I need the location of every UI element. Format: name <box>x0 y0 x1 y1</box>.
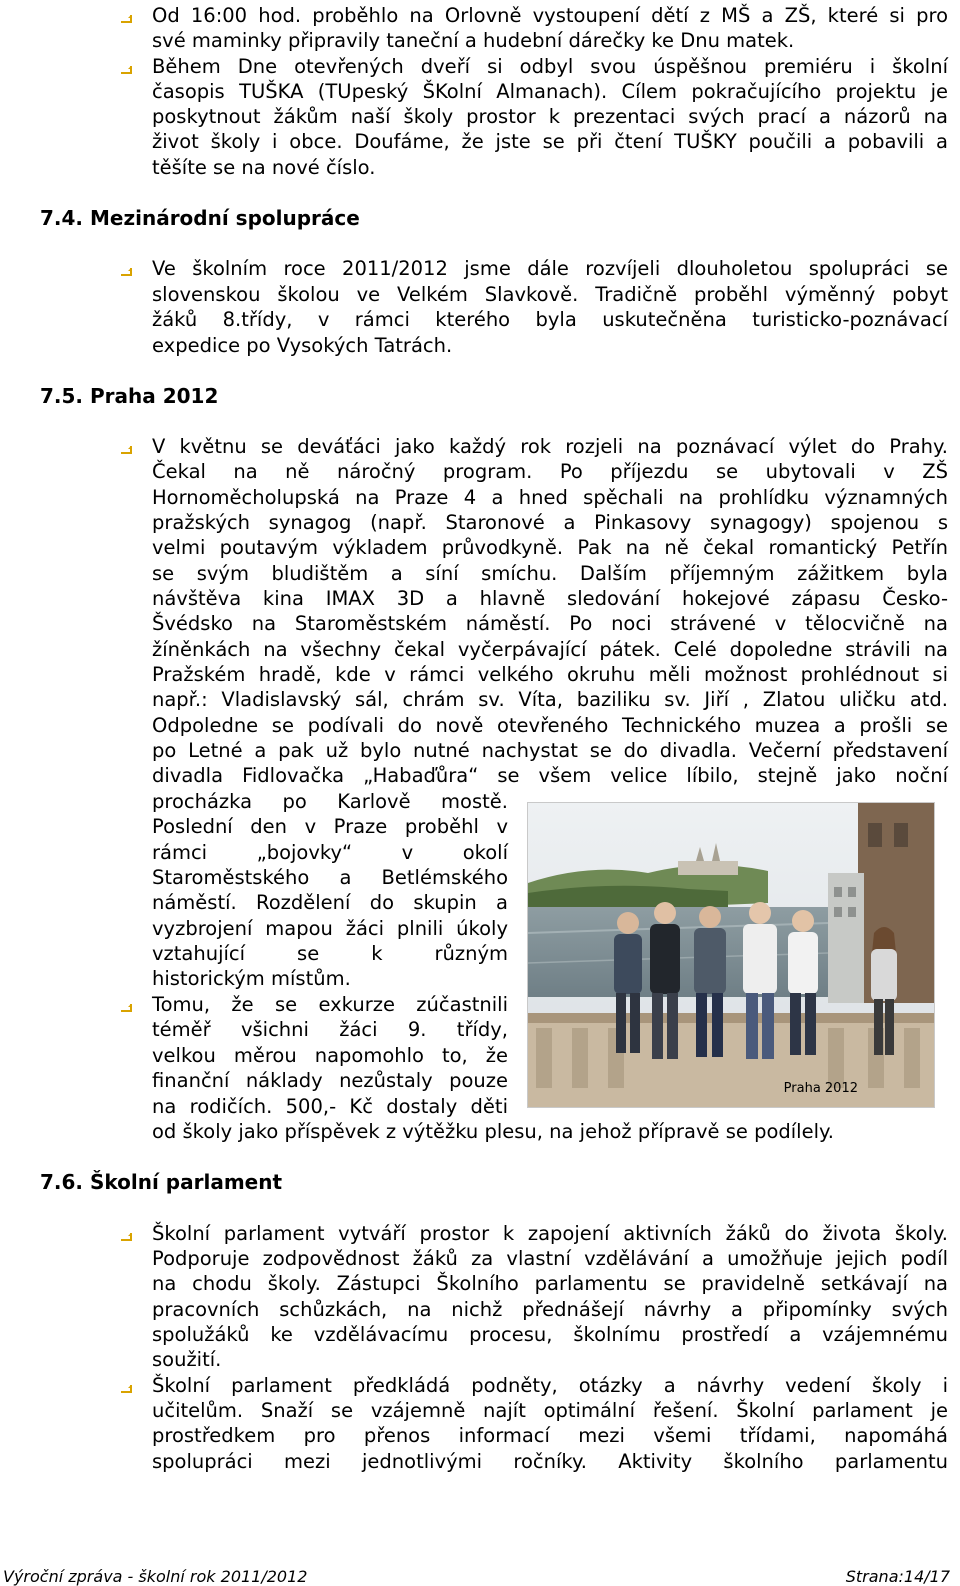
paragraph-line: život školy i obce. Doufáme, že jste se při čtení TUŠKY poučili a pobavili a <box>152 130 948 153</box>
paragraph-line: Podporuje zodpovědnost žáků za vlastní vzdělávání a umožňuje jejich podíl <box>152 1247 948 1270</box>
section-heading: 7.6. Školní parlament <box>40 1170 283 1194</box>
paragraph-line: Školní parlament předkládá podněty, otázky a návrhy vedení školy i <box>152 1374 948 1397</box>
paragraph-line: Čekal na ně náročný program. Po příjezdu se ubytovali v ZŠ <box>152 460 948 483</box>
paragraph-line: Školní parlament vytváří prostor k zapojení aktivních žáků do života školy. <box>152 1222 948 1245</box>
photo-caption: Praha 2012 <box>783 1081 858 1096</box>
bullet-icon <box>119 264 133 278</box>
paragraph-line: prostředkem pro přenos informací mezi všemi třídami, napomáhá <box>152 1424 948 1447</box>
footer-document-title: Výroční zpráva - školní rok 2011/2012 <box>3 1567 308 1586</box>
paragraph-line: žíněnkách na všechny čekal vyčerpávající pátek. Celé dopoledne strávili na <box>152 638 948 661</box>
paragraph-line: soužití. <box>152 1348 222 1371</box>
footer-page-number: Strana:14/17 <box>845 1567 950 1586</box>
paragraph-line: velmi poutavým výkladem průvodkyně. Pak na ně čekal romantický Petřín <box>152 536 948 559</box>
paragraph-line: historickým místům. <box>152 967 351 990</box>
bullet-icon <box>119 442 133 456</box>
paragraph-line: Švédsko na Staroměstském náměstí. Po noci strávené v tělocvičně na <box>152 612 948 635</box>
paragraph-line: po Letné a pak už bylo nutné nachystat se do divadla. Večerní představení <box>152 739 948 762</box>
paragraph-line: finanční náklady nezůstaly pouze <box>152 1069 508 1092</box>
section-heading: 7.4. Mezinárodní spolupráce <box>40 206 360 230</box>
bullet-icon <box>119 1229 133 1243</box>
paragraph-line: V květnu se deváťáci jako každý rok rozjeli na poznávací výlet do Prahy. <box>152 435 948 458</box>
paragraph-line: spolužáků ke vzdělávacímu procesu, školnímu prostředí a vzájemnému <box>152 1323 948 1346</box>
section-heading: 7.5. Praha 2012 <box>40 384 219 408</box>
bullet-icon <box>119 62 133 76</box>
paragraph-line: poskytnout žákům naší školy prostor k prezentaci svých prací a názorů na <box>152 105 948 128</box>
paragraph-line: Staroměstského a Betlémského <box>152 866 508 889</box>
paragraph-line: spolupráci mezi jednotlivými ročníky. Aktivity školního parlamentu <box>152 1450 948 1473</box>
paragraph-line: od školy jako příspěvek z výtěžku plesu, na jehož přípravě se podílely. <box>152 1120 834 1143</box>
paragraph-line: žáků 8.třídy, v rámci kterého byla uskutečněna turisticko-poznávací <box>152 308 948 331</box>
paragraph-line: divadla Fidlovačka „Habaďůra“ se všem velice líbilo, stejně jako noční <box>152 764 948 787</box>
paragraph-line: těšíte se na nové číslo. <box>152 156 376 179</box>
paragraph-line: Hornoměcholupská na Praze 4 a hned spěchali na prohlídku významných <box>152 486 948 509</box>
paragraph-line: vyzbrojení mapou žáci plnili úkoly <box>152 917 508 940</box>
paragraph-line: procházka po Karlově mostě. <box>152 790 508 813</box>
paragraph-line: rámci „bojovky“ v okolí <box>152 841 508 864</box>
paragraph-line: časopis TUŠKA (TUpeský ŠKolní Almanach). Cílem pokračujícího projektu je <box>152 80 948 103</box>
paragraph-line: na chodu školy. Zástupci Školního parlamentu se pravidelně setkávají na <box>152 1272 948 1295</box>
paragraph-line: Ve školním roce 2011/2012 jsme dále rozvíjeli dlouholetou spolupráci se <box>152 257 948 280</box>
paragraph-line: Odpoledne se podívali do nově otevřeného Technického muzea a prošli se <box>152 714 948 737</box>
paragraph-line: vztahující se k různým <box>152 942 508 965</box>
paragraph-line: Od 16:00 hod. proběhlo na Orlovně vystoupení dětí z MŠ a ZŠ, které si pro <box>152 4 948 27</box>
group-photo-prague <box>527 802 935 1108</box>
bullet-icon <box>119 1000 133 1014</box>
paragraph-line: pracovních schůzkách, na nichž přednášejí návrhy a připomínky svých <box>152 1298 948 1321</box>
paragraph-line: učitelům. Snaží se vzájemně najít optimální řešení. Školní parlament je <box>152 1399 948 1422</box>
paragraph-line: Během Dne otevřených dveří si odbyl svou úspěšnou premiéru i školní <box>152 55 948 78</box>
bullet-icon <box>119 11 133 25</box>
paragraph-line: téměř všichni žáci 9. třídy, <box>152 1018 508 1041</box>
paragraph-line: např.: Vladislavský sál, chrám sv. Víta, baziliku sv. Jiří , Zlatou uličku atd. <box>152 688 948 711</box>
paragraph-line: velkou měrou napomohlo to, že <box>152 1044 508 1067</box>
paragraph-line: Tomu, že se exkurze zúčastnili <box>152 993 508 1016</box>
paragraph-line: se svým bludištěm a síní smíchu. Dalším příjemným zážitkem byla <box>152 562 948 585</box>
paragraph-line: náměstí. Rozdělení do skupin a <box>152 891 508 914</box>
paragraph-line: expedice po Vysokých Tatrách. <box>152 334 453 357</box>
photo-illustration <box>528 803 935 1108</box>
bullet-icon <box>119 1381 133 1395</box>
paragraph-line: pražských synagog (např. Staronové a Pinkasovy synagogy) spojenou s <box>152 511 948 534</box>
paragraph-line: Pražském hradě, kde v rámci velkého okruhu měli možnost prohlédnout si <box>152 663 948 686</box>
paragraph-line: slovenskou školou ve Velkém Slavkově. Tradičně proběhl výměnný pobyt <box>152 283 948 306</box>
paragraph-line: své maminky připravily taneční a hudební dárečky ke Dnu matek. <box>152 29 795 52</box>
paragraph-line: na rodičích. 500,- Kč dostaly děti <box>152 1095 508 1118</box>
paragraph-line: Poslední den v Praze proběhl v <box>152 815 508 838</box>
paragraph-line: návštěva kina IMAX 3D a hlavně sledování hokejové zápasu Česko- <box>152 587 948 610</box>
